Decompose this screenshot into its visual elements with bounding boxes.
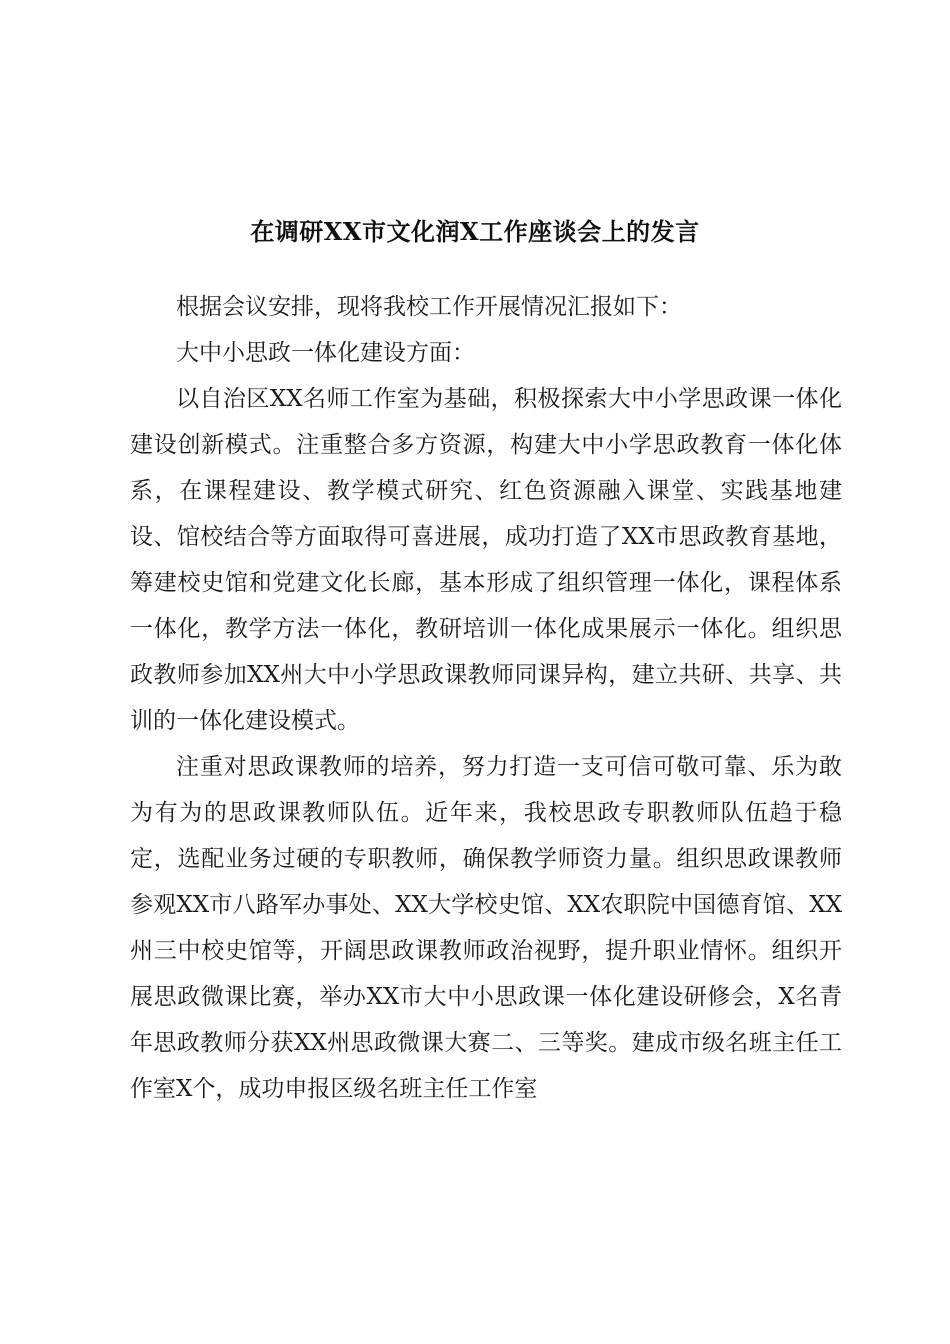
paragraph-section-heading: 大中小思政一体化建设方面： (176, 340, 475, 366)
paragraph-intro: 根据会议安排，现将我校工作开展情况汇报如下： (176, 294, 682, 320)
document-title: 在调研XX市文化润X工作座谈会上的发言 (250, 217, 700, 246)
paragraph-teacher-training: 注重对思政课教师的培养，努力打造一支可信可敬可靠、乐为敢为有为的思政课教师队伍。近年来，我校思政专职教师队伍趋于稳定，选配业务过硬的专职教师，确保教学师资力量。组织思政课教师参观XX市八路军办事处、XX大学校史馆、XX农职院中国德育馆、XX州三中校史馆等，开阔思政课教师政治视野，提升职业情怀。组织开展思政微课比赛，举办XX市大中小思政课一体化建设研修会，X名青年思政教师分获XX州思政微课大赛二、三等奖。建成市级名班主任工作室X个，成功申报区级名班主任工作室 (130, 754, 842, 1102)
paragraph-integration: 以自治区XX名师工作室为基础，积极探索大中小学思政课一体化建设创新模式。注重整合多方资源，构建大中小学思政教育一体化体系，在课程建设、教学模式研究、红色资源融入课堂、实践基地建设、馆校结合等方面取得可喜进展，成功打造了XX市思政教育基地，筹建校史馆和党建文化长廊，基本形成了组织管理一体化，课程体系一体化，教学方法一体化，教研培训一体化成果展示一体化。组织思政教师参加XX州大中小学思政课教师同课异构，建立共研、共享、共训的一体化建设模式。 (130, 386, 842, 734)
document-body (130, 284, 842, 1112)
